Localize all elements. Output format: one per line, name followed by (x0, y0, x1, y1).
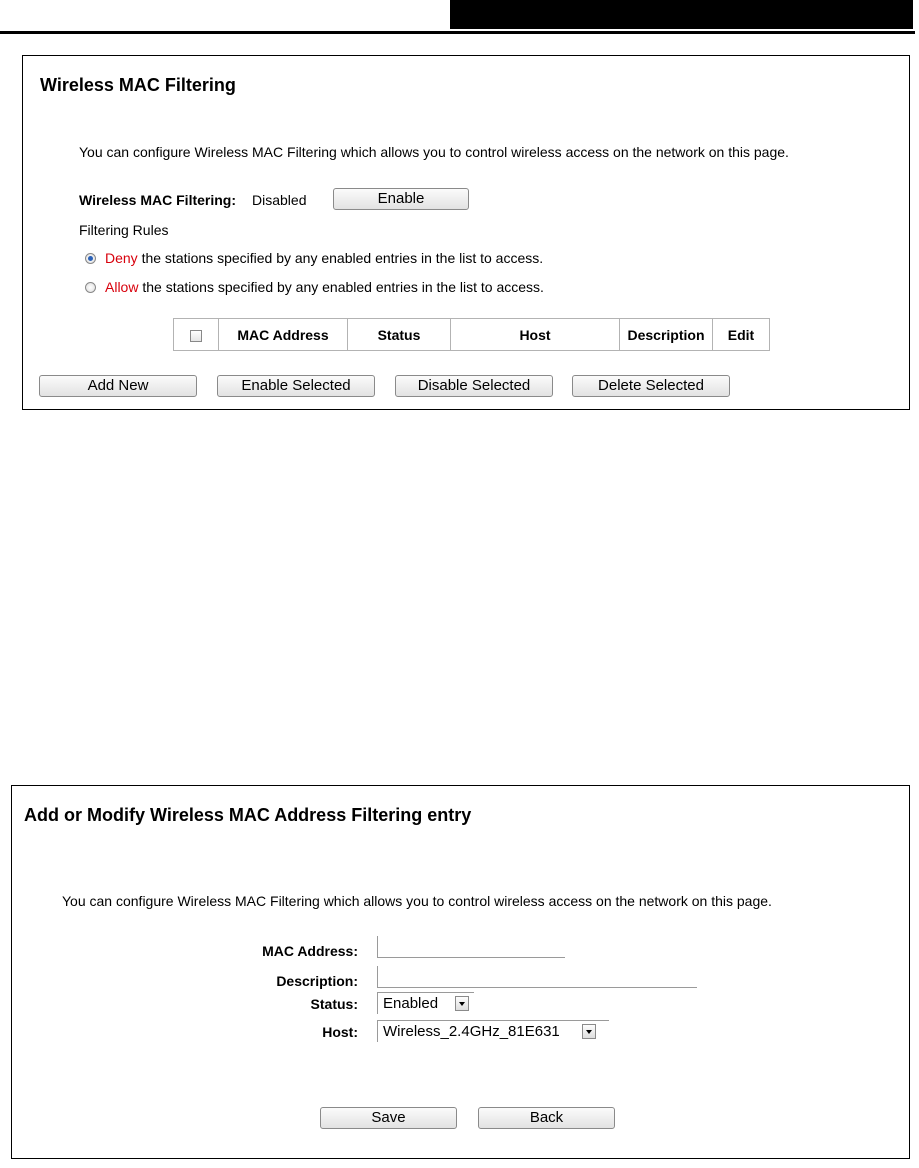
col-status: Status (348, 319, 451, 351)
deny-keyword: Deny (105, 250, 138, 266)
description-input[interactable] (377, 966, 697, 988)
deny-rule-text (105, 250, 543, 266)
intro-text: You can configure Wireless MAC Filtering which allows you to control wireless access on the network on this page. (79, 144, 789, 160)
save-button[interactable]: Save (320, 1107, 457, 1129)
col-edit: Edit (713, 319, 770, 351)
filtering-status-label: Wireless MAC Filtering: (79, 192, 237, 208)
select-all-checkbox[interactable] (190, 330, 202, 342)
add-new-button[interactable]: Add New (39, 375, 197, 397)
host-label: Host: (322, 1024, 358, 1040)
select-all-cell (174, 319, 219, 351)
status-label: Status: (310, 996, 358, 1012)
filtering-rules-heading: Filtering Rules (79, 222, 169, 238)
header-rule (0, 31, 915, 34)
allow-rule-text (105, 279, 544, 295)
panel-title: Wireless MAC Filtering (40, 75, 236, 95)
panel-title: Add or Modify Wireless MAC Address Filtering entry (24, 805, 472, 825)
status-selected-value: Enabled (383, 995, 439, 1012)
col-mac-address: MAC Address (219, 319, 348, 351)
deny-rule-description: the stations specified by any enabled entries in the list to access. (141, 250, 544, 266)
col-description: Description (620, 319, 713, 351)
intro-text: You can configure Wireless MAC Filtering which allows you to control wireless access on the network on this page. (62, 893, 772, 909)
back-button[interactable]: Back (478, 1107, 615, 1129)
enable-selected-button[interactable]: Enable Selected (217, 375, 375, 397)
chevron-down-icon[interactable] (455, 996, 469, 1011)
delete-selected-button[interactable]: Delete Selected (572, 375, 730, 397)
description-label: Description: (276, 973, 358, 989)
host-selected-value: Wireless_2.4GHz_81E631 (383, 1023, 560, 1040)
status-select[interactable] (377, 992, 474, 1014)
disable-selected-button[interactable]: Disable Selected (395, 375, 553, 397)
mac-address-label: MAC Address: (262, 943, 358, 959)
mac-list-table (173, 318, 770, 351)
enable-button[interactable]: Enable (333, 188, 469, 210)
host-select[interactable] (377, 1020, 609, 1042)
allow-rule-description: the stations specified by any enabled entries in the list to access. (142, 279, 544, 295)
allow-radio[interactable] (85, 282, 96, 293)
allow-keyword: Allow (105, 279, 139, 295)
col-host: Host (451, 319, 620, 351)
table-header-row (174, 319, 770, 351)
add-modify-entry-panel (11, 785, 910, 1159)
chevron-down-icon[interactable] (582, 1024, 596, 1039)
mac-filtering-panel (22, 55, 910, 410)
header-bar (450, 0, 913, 29)
deny-radio[interactable] (85, 253, 96, 264)
filtering-status-value: Disabled (252, 192, 307, 208)
mac-address-input[interactable] (377, 936, 565, 958)
